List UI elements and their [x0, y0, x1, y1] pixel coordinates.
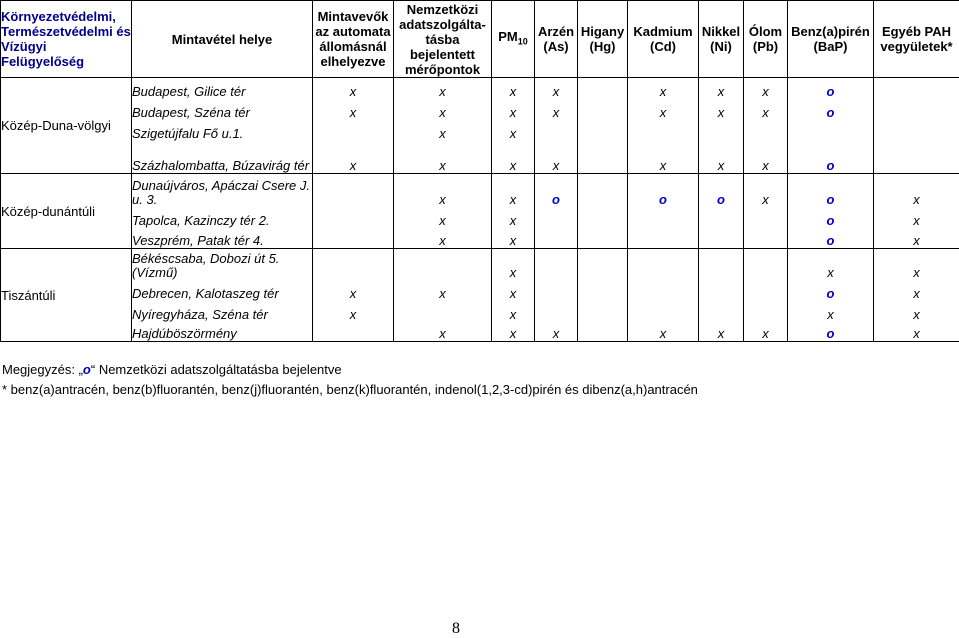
measurement-cell: o	[788, 78, 874, 99]
measurement-cell	[628, 280, 699, 301]
measurement-cell	[313, 249, 394, 280]
measurement-cell	[535, 280, 578, 301]
measurement-cell	[578, 249, 628, 280]
header-arsenic: Arzén (As)	[535, 1, 578, 78]
measurement-cell: x	[394, 207, 492, 228]
measurement-cell	[699, 120, 744, 141]
header-mercury: Higany (Hg)	[578, 1, 628, 78]
header-row	[1, 1, 959, 78]
measurement-cell	[535, 120, 578, 141]
measurement-cell: x	[699, 322, 744, 342]
measurement-cell: x	[744, 174, 788, 207]
measurement-cell: x	[492, 280, 535, 301]
measurement-cell: o	[788, 228, 874, 249]
measurement-cell	[313, 207, 394, 228]
measurement-cell: x	[788, 249, 874, 280]
header-pm10	[492, 1, 535, 78]
region-kozep-dunantuli: Közép-dunántúli	[1, 174, 132, 249]
measurement-cell	[578, 280, 628, 301]
table-row	[1, 249, 959, 280]
note-symbol: o	[83, 362, 91, 377]
note-suffix: “ Nemzetközi adatszolgáltatásba bejelentve	[91, 362, 342, 377]
measurement-cell: x	[394, 141, 492, 174]
measurement-cell: x	[313, 280, 394, 301]
measurement-cell: x	[394, 322, 492, 342]
measurement-cell	[874, 78, 959, 99]
table-row	[1, 301, 959, 322]
region-tiszantuli: Tiszántúli	[1, 249, 132, 342]
measurement-cell	[628, 249, 699, 280]
table-body	[1, 78, 959, 342]
measurement-cell: x	[394, 78, 492, 99]
measurement-cell: o	[788, 207, 874, 228]
measurement-cell: x	[492, 301, 535, 322]
measurement-cell	[874, 141, 959, 174]
measurement-cell: o	[788, 141, 874, 174]
measurement-cell: x	[492, 141, 535, 174]
measurement-cell	[313, 322, 394, 342]
measurement-cell	[788, 120, 874, 141]
measurement-cell: o	[535, 174, 578, 207]
measurement-cell: x	[699, 141, 744, 174]
measurement-cell: x	[535, 141, 578, 174]
measurement-cell: x	[492, 228, 535, 249]
header-pah: Egyéb PAH vegyületek*	[874, 1, 959, 78]
measurement-cell: x	[394, 228, 492, 249]
measurement-cell	[874, 99, 959, 120]
measurement-cell: x	[313, 301, 394, 322]
measurement-cell	[313, 228, 394, 249]
measurement-cell	[699, 249, 744, 280]
measurement-cell	[578, 322, 628, 342]
table-row	[1, 280, 959, 301]
measurement-cell: x	[744, 99, 788, 120]
measurement-cell: x	[628, 141, 699, 174]
measurement-cell: x	[874, 174, 959, 207]
header-bap: Benz(a)pirén (BaP)	[788, 1, 874, 78]
measurement-cell: x	[744, 78, 788, 99]
header-nickel: Nikkel (Ni)	[699, 1, 744, 78]
measurement-cell: o	[788, 174, 874, 207]
site-name: Dunaújváros, Apáczai Csere J. u. 3.	[132, 174, 313, 207]
site-name: Százhalombatta, Búzavirág tér	[132, 141, 313, 174]
measurement-cell	[874, 120, 959, 141]
header-site: Mintavétel helye	[132, 1, 313, 78]
header-cadmium: Kadmium (Cd)	[628, 1, 699, 78]
measurement-cell: x	[492, 174, 535, 207]
site-name: Budapest, Gilice tér	[132, 78, 313, 99]
measurement-cell: o	[628, 174, 699, 207]
site-name: Nyíregyháza, Széna tér	[132, 301, 313, 322]
site-name: Debrecen, Kalotaszeg tér	[132, 280, 313, 301]
table-row	[1, 322, 959, 342]
measurement-cell: x	[874, 207, 959, 228]
measurement-cell	[578, 99, 628, 120]
measurement-cell	[744, 249, 788, 280]
measurement-cell: x	[535, 78, 578, 99]
header-automata: Mintavevők az automata állomásnál elhelyezve	[313, 1, 394, 78]
measurement-cell: x	[492, 322, 535, 342]
measurement-cell	[535, 207, 578, 228]
measurement-cell	[628, 120, 699, 141]
measurement-cell: o	[699, 174, 744, 207]
measurement-cell	[578, 228, 628, 249]
measurement-cell: x	[492, 207, 535, 228]
measurement-cell	[744, 280, 788, 301]
measurement-cell	[313, 174, 394, 207]
measurement-cell	[744, 120, 788, 141]
measurement-cell: x	[492, 78, 535, 99]
measurement-cell: x	[628, 78, 699, 99]
measurement-cell: x	[628, 99, 699, 120]
site-name: Veszprém, Patak tér 4.	[132, 228, 313, 249]
measurement-cell	[744, 228, 788, 249]
note-prefix: Megjegyzés: „	[2, 362, 83, 377]
measurement-cell: x	[628, 322, 699, 342]
measurement-cell: x	[535, 322, 578, 342]
page-number: 8	[452, 620, 460, 638]
site-name: Szigetújfalu Fő u.1.	[132, 120, 313, 141]
measurement-cell	[394, 249, 492, 280]
measurement-cell	[744, 301, 788, 322]
site-name: Tapolca, Kazinczy tér 2.	[132, 207, 313, 228]
table-row	[1, 207, 959, 228]
measurement-cell: x	[874, 322, 959, 342]
measurement-cell	[535, 228, 578, 249]
header-international: Nemzetközi adatszolgálta-tásba bejelentett mérőpontok	[394, 1, 492, 78]
measurement-cell: x	[492, 249, 535, 280]
measurement-cell	[699, 301, 744, 322]
measurement-cell	[535, 249, 578, 280]
measurement-cell	[535, 301, 578, 322]
measurement-cell: x	[874, 228, 959, 249]
measurement-cell: x	[744, 141, 788, 174]
measurement-cell	[628, 207, 699, 228]
measurement-cell: o	[788, 280, 874, 301]
measurement-cell: x	[535, 99, 578, 120]
region-kozep-duna: Közép-Duna-völgyi	[1, 78, 132, 174]
measurement-cell: x	[492, 99, 535, 120]
header-org: Környezetvédelmi, Természetvédelmi és Vízügyi Felügyelőség	[1, 1, 132, 78]
measurement-cell	[699, 207, 744, 228]
measurement-cell: x	[394, 99, 492, 120]
measurement-cell: x	[313, 78, 394, 99]
measurement-cell: x	[492, 120, 535, 141]
site-name: Békéscsaba, Dobozi út 5. (Vízmű)	[132, 249, 313, 280]
measurement-cell	[578, 120, 628, 141]
measurement-cell: x	[699, 99, 744, 120]
header-lead: Ólom (Pb)	[744, 1, 788, 78]
site-name: Budapest, Széna tér	[132, 99, 313, 120]
measurement-cell	[578, 141, 628, 174]
measurement-cell	[744, 207, 788, 228]
measurement-cell: x	[744, 322, 788, 342]
table-row	[1, 120, 959, 141]
table-row	[1, 99, 959, 120]
measurement-cell: x	[394, 174, 492, 207]
measurement-cell	[578, 78, 628, 99]
measurement-cell: x	[699, 78, 744, 99]
note-international	[2, 362, 342, 378]
table-row	[1, 174, 959, 207]
measurement-cell	[628, 301, 699, 322]
measurement-cell: x	[874, 301, 959, 322]
table-row	[1, 228, 959, 249]
table-row	[1, 78, 959, 99]
measurement-cell: x	[874, 280, 959, 301]
header-pm: PM	[498, 29, 518, 44]
measurement-cell: x	[788, 301, 874, 322]
measurement-cell: x	[394, 280, 492, 301]
measurement-cell: x	[313, 99, 394, 120]
measurement-cell	[578, 207, 628, 228]
site-name: Hajdúböszörmény	[132, 322, 313, 342]
measurement-cell	[313, 120, 394, 141]
measurement-cell: o	[788, 99, 874, 120]
measurement-cell	[578, 301, 628, 322]
measurement-cell: x	[394, 120, 492, 141]
note-pah: * benz(a)antracén, benz(b)fluorantén, benz(j)fluorantén, benz(k)fluorantén, indenol(1,2,3-cd)pirén és dibenz(a,h)antracén	[2, 382, 698, 398]
measurement-cell: o	[788, 322, 874, 342]
table-row	[1, 141, 959, 174]
measurement-cell	[628, 228, 699, 249]
measurement-cell: x	[874, 249, 959, 280]
measurement-cell	[394, 301, 492, 322]
measurement-cell: x	[313, 141, 394, 174]
measurement-cell	[699, 228, 744, 249]
measurement-cell	[578, 174, 628, 207]
header-pm-sub: 10	[518, 36, 528, 46]
measurement-cell	[699, 280, 744, 301]
